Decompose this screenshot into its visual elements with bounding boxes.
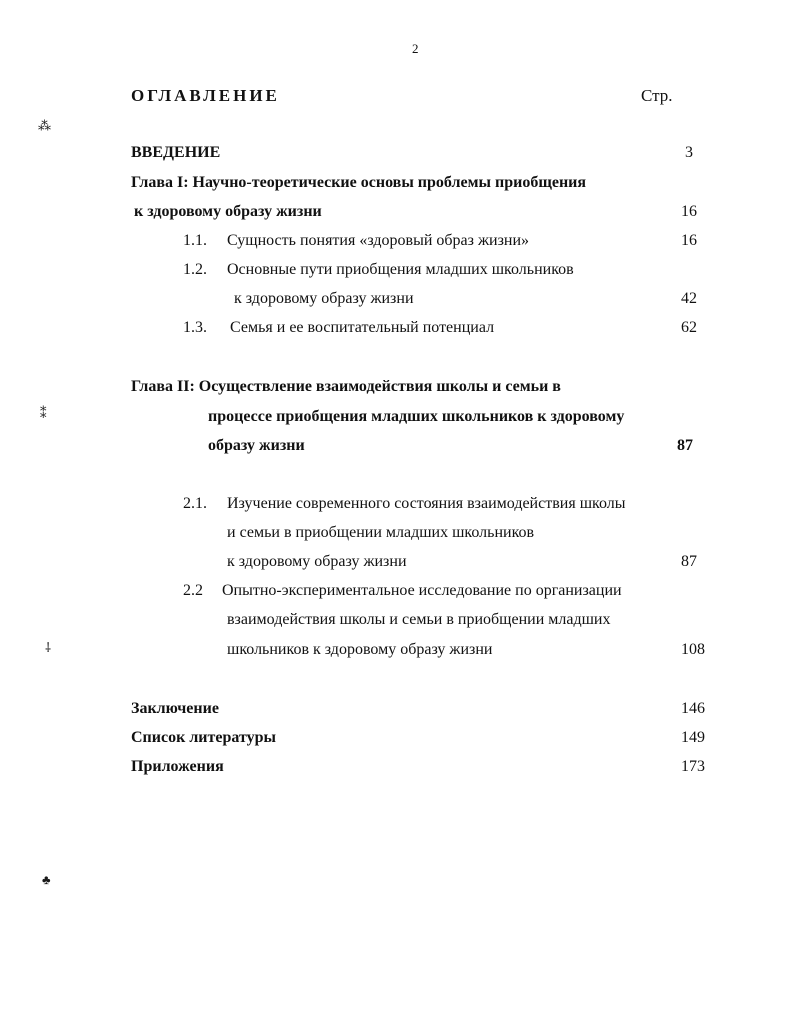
toc-chapter2-title-cont[interactable]: образу жизни xyxy=(208,437,305,454)
toc-title: ОГЛАВЛЕНИЕ xyxy=(131,86,280,105)
toc-page-references: 149 xyxy=(681,729,705,746)
toc-section-1-2-cont[interactable]: к здоровому образу жизни xyxy=(234,290,414,307)
toc-section-number: 2.1. xyxy=(183,495,207,512)
toc-section-2-1-cont[interactable]: к здоровому образу жизни xyxy=(227,553,407,570)
toc-section-2-1-cont[interactable]: и семьи в приобщении младших школьников xyxy=(227,524,535,541)
toc-section-2-2[interactable]: Опытно-экспериментальное исследование по организации xyxy=(222,582,622,599)
toc-section-number: 2.2 xyxy=(183,582,203,599)
toc-chapter1-title[interactable]: Глава I: Научно-теоретические основы проблемы приобщения xyxy=(131,174,587,191)
toc-page-appendices: 173 xyxy=(681,758,705,775)
toc-section-2-1[interactable]: Изучение современного состояния взаимодействия школы xyxy=(227,495,626,512)
scan-mark: ♣ xyxy=(42,872,51,887)
toc-page-2-2: 108 xyxy=(681,641,705,658)
toc-entry-conclusion[interactable]: Заключение xyxy=(131,700,219,717)
toc-page-2-1: 87 xyxy=(681,553,697,570)
toc-page-1-3: 62 xyxy=(681,319,697,336)
toc-chapter1-title-cont[interactable]: к здоровому образу жизни xyxy=(134,203,322,220)
toc-section-2-2-cont[interactable]: взаимодействия школы и семьи в приобщении младших xyxy=(227,611,611,628)
toc-section-number: 1.3. xyxy=(183,319,207,336)
toc-chapter2-title[interactable]: Глава II: Осуществление взаимодействия школы и семьи в xyxy=(131,378,561,395)
page-column-header: Стр. xyxy=(641,86,673,105)
toc-page-intro: 3 xyxy=(685,144,693,161)
toc-page-1-1: 16 xyxy=(681,232,697,249)
toc-page-chapter2: 87 xyxy=(677,437,693,454)
toc-page-chapter1: 16 xyxy=(681,203,697,220)
scan-mark: ⁂ xyxy=(38,118,51,133)
page-number: 2 xyxy=(412,41,419,56)
toc-section-2-2-cont[interactable]: школьников к здоровому образу жизни xyxy=(227,641,493,658)
toc-section-1-2[interactable]: Основные пути приобщения младших школьников xyxy=(227,261,574,278)
scan-mark: ⸸ xyxy=(45,640,52,655)
scan-mark: ⁑ xyxy=(40,406,47,421)
toc-entry-appendices[interactable]: Приложения xyxy=(131,758,224,775)
toc-entry-references[interactable]: Список литературы xyxy=(131,729,276,746)
toc-chapter2-title-cont[interactable]: процессе приобщения младших школьников к здоровому xyxy=(208,408,625,425)
toc-page-1-2: 42 xyxy=(681,290,697,307)
toc-page-conclusion: 146 xyxy=(681,700,705,717)
toc-section-1-1[interactable]: Сущность понятия «здоровый образ жизни» xyxy=(227,232,530,249)
toc-section-number: 1.2. xyxy=(183,261,207,278)
toc-entry-intro[interactable]: ВВЕДЕНИЕ xyxy=(131,144,221,161)
toc-section-number: 1.1. xyxy=(183,232,207,249)
toc-section-1-3[interactable]: Семья и ее воспитательный потенциал xyxy=(230,319,495,336)
